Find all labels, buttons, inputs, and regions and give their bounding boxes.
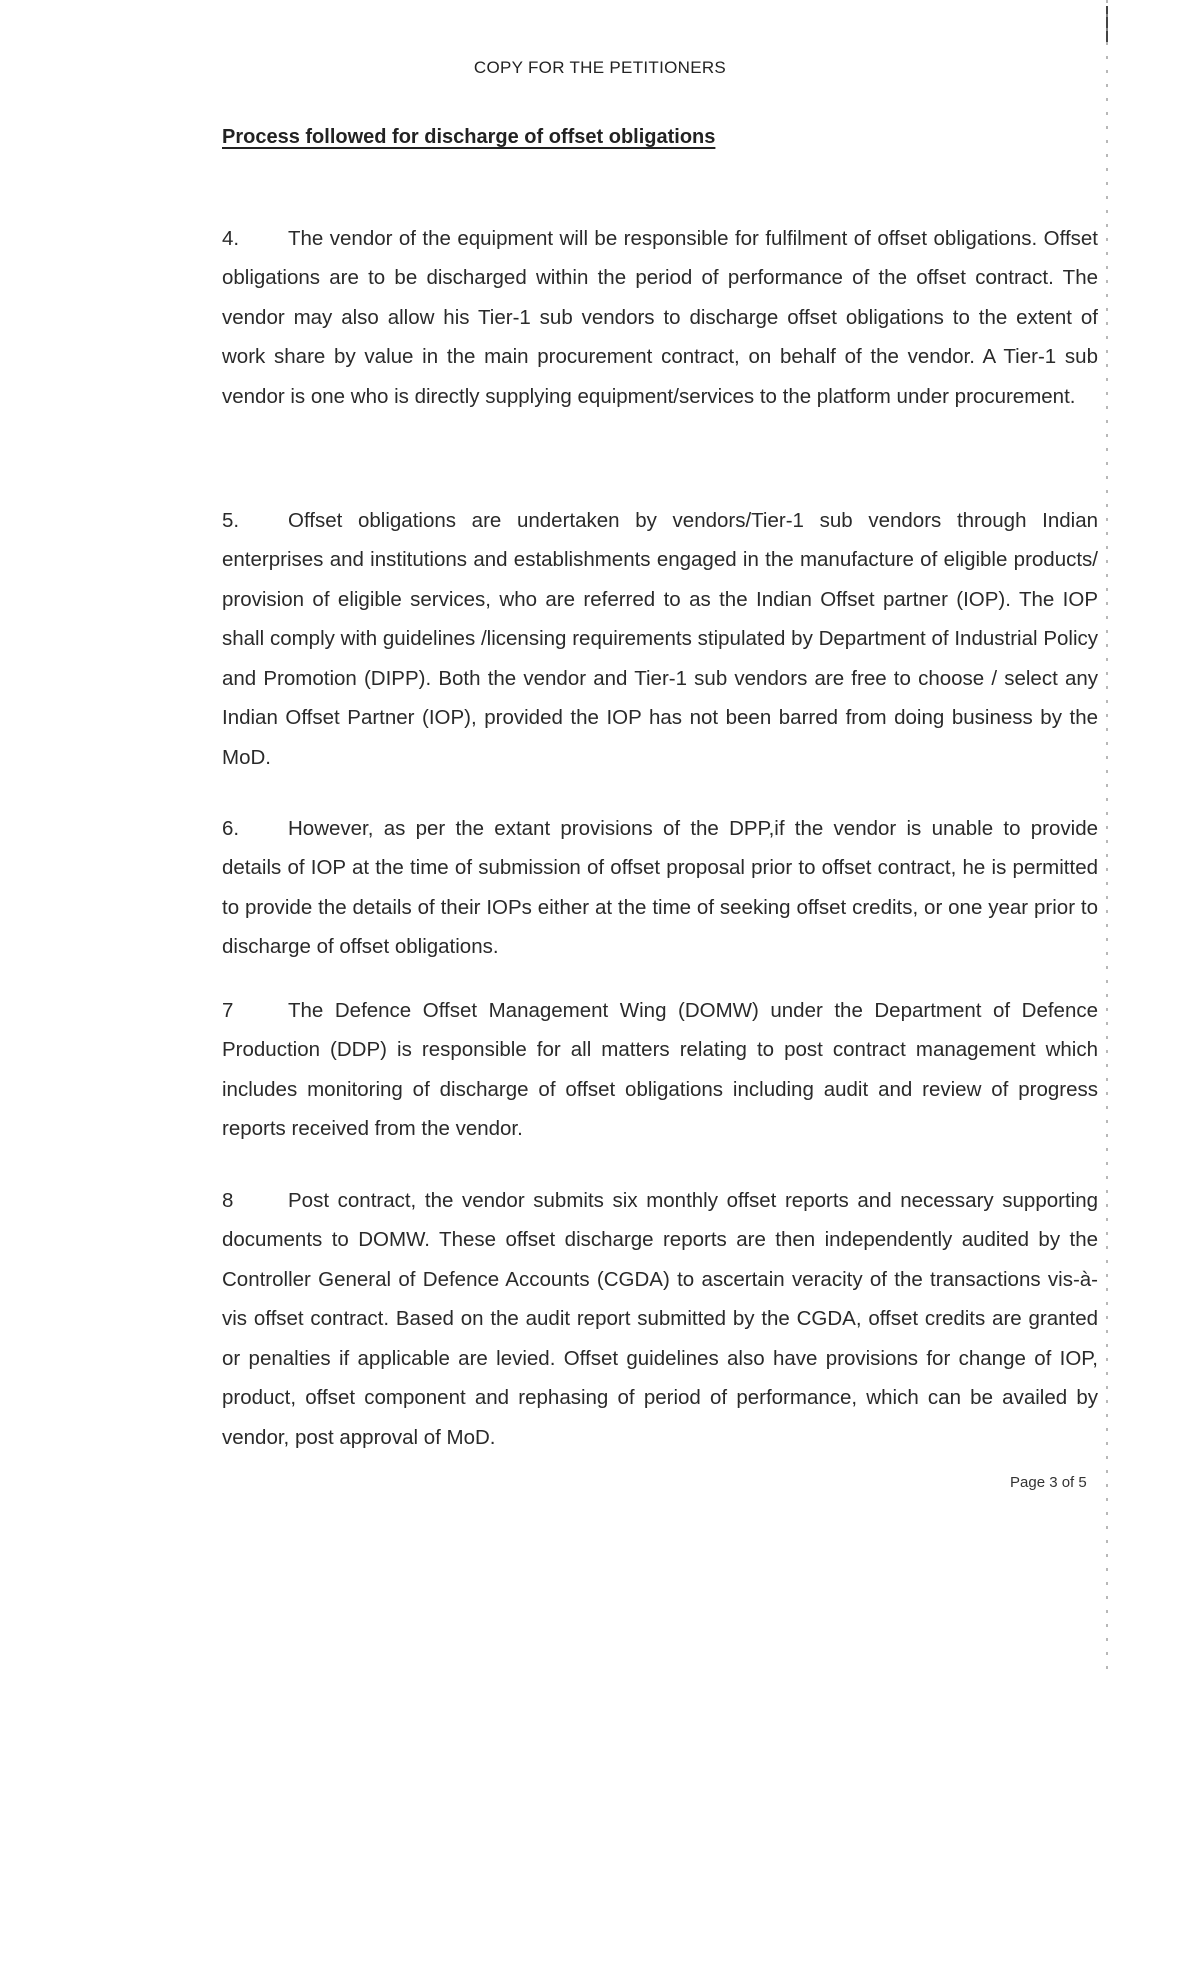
paragraph-5 bbox=[222, 501, 1098, 778]
paragraph-number: 7 bbox=[222, 998, 234, 1022]
paragraph-6 bbox=[222, 809, 1098, 967]
paragraph-4 bbox=[222, 219, 1098, 417]
paragraph-8 bbox=[222, 1181, 1098, 1458]
page-number: Page 3 of 5 bbox=[1010, 1474, 1087, 1491]
paragraph-text: The vendor of the equipment will be responsible for fulfilment of offset obligations. Offset obligations are to be discharged within the period of performance of the offset contract. The vendor may also allow his Tier-1 sub vendors to discharge offset obligations to the extent of work share by value in the main procurement contract, on behalf of the vendor. A Tier-1 sub vendor is one who is directly supplying equipment/services to the platform under procurement. bbox=[222, 226, 1098, 408]
scan-edge-dotted-line bbox=[1106, 0, 1108, 1680]
section-title: Process followed for discharge of offset obligations bbox=[222, 126, 716, 148]
paragraph-7 bbox=[222, 991, 1098, 1149]
paragraph-text: Post contract, the vendor submits six monthly offset reports and necessary supporting documents to DOMW. These offset discharge reports are then independently audited by the Controller General of Defence Accounts (CGDA) to ascertain veracity of the transactions vis-à-vis offset contract. Based on the audit report submitted by the CGDA, offset credits are granted or penalties if applicable are levied. Offset guidelines also have provisions for change of IOP, product, offset component and rephasing of period of performance, which can be availed by vendor, post approval of MoD. bbox=[222, 1188, 1098, 1450]
paragraph-number: 8 bbox=[222, 1188, 234, 1212]
paragraph-number: 6. bbox=[222, 816, 240, 840]
paragraph-number: 5. bbox=[222, 508, 240, 532]
page-header: COPY FOR THE PETITIONERS bbox=[473, 58, 727, 77]
paragraph-text: The Defence Offset Management Wing (DOMW) under the Department of Defence Production (DDP) is responsible for all matters relating to post contract management which includes monitoring of discharge of offset obligations including audit and review of progress reports received from the vendor. bbox=[222, 998, 1098, 1141]
paragraph-number: 4. bbox=[222, 226, 240, 250]
paragraph-text: Offset obligations are undertaken by vendors/Tier-1 sub vendors through Indian enterprises and institutions and establishments engaged in the manufacture of eligible products/ provision of eligible services, who are referred to as the Indian Offset partner (IOP). The IOP shall comply with guidelines /licensing requirements stipulated by Department of Industrial Policy and Promotion (DIPP). Both the vendor and Tier-1 sub vendors are free to choose / select any Indian Offset Partner (IOP), provided the IOP has not been barred from doing business by the MoD. bbox=[222, 508, 1098, 770]
paragraph-text: However, as per the extant provisions of the DPP,if the vendor is unable to provide details of IOP at the time of submission of offset proposal prior to offset contract, he is permitted to provide the details of their IOPs either at the time of seeking offset credits, or one year prior to discharge of offset obligations. bbox=[222, 816, 1098, 959]
